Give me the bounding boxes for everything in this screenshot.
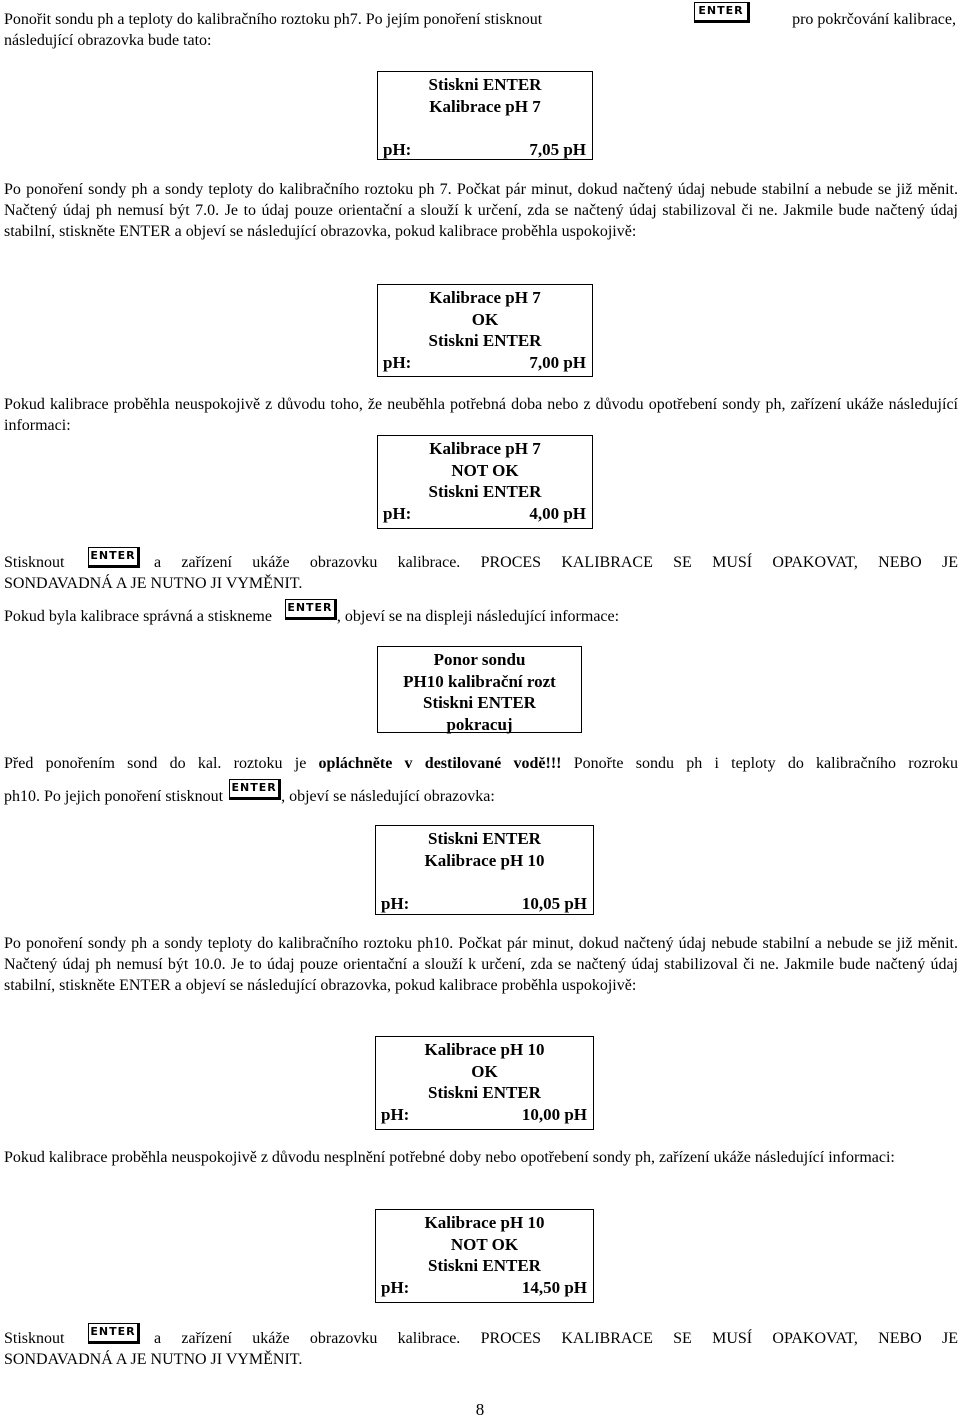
screen-line: Stiskni ENTER [428,482,542,501]
rinse-instruction-line-1 [4,753,958,774]
intro-line-1-left: Ponořit sondu ph a teploty do kalibračního roztoku ph7. Po jejím ponoření stisknout [4,11,543,28]
ph-label: pH: [383,503,412,523]
correct-calibration-line [4,601,620,627]
ph-label: pH: [383,139,412,159]
display-screen-immerse-ph10 [377,646,582,733]
enter-key-icon: ENTER [88,1323,140,1344]
ph-readout [378,503,592,525]
ph10-immerse-text: ph10. Po jejich ponoření stisknout [4,788,224,805]
ph-value: 7,00 pH [529,352,586,372]
ph-value: 14,50 pH [521,1277,587,1297]
display-info-text: , objeví se na displeji následující informace: [336,608,620,625]
screen-line: Kalibrace pH 10 [424,1213,545,1232]
intro-line-1-right: pro pokrčování kalibrace, [792,11,956,28]
enter-key-icon: ENTER [285,599,337,620]
display-screen-ph10-not-ok [375,1209,594,1303]
screen-line: Kalibrace pH 7 [429,96,541,116]
screen-line: Stiskni ENTER [428,331,542,350]
enter-key-icon: ENTER [88,547,140,568]
screen-line: NOT OK [450,1234,519,1254]
display-screen-ph7-ok [377,284,593,377]
correct-calibration-text: Pokud byla kalibrace správná a stiskneme [4,608,272,625]
repeat-warning-line-2-ph10: SONDAVADNÁ A JE NUTNO JI VYMĚNIT. [4,1351,303,1368]
paragraph-ph7-instructions: Po ponoření sondy ph a sondy teploty do kalibračního roztoku ph 7. Počkat pár minut, dokud načtený údaj nebude stabilní a nebude se již měnit. Načtený údaj ph nemusí být 7.0. Je to údaj pouze orientační a slouží k určení, zda se načtený údaj stabilizoval či ne. Jakmile bude načtený údaj stabilní, stiskněte ENTER a objeví se následující obrazovka, pokud kalibrace proběhla uspokojivě: [4,181,958,240]
rinse-instruction-line-2 [4,781,495,807]
enter-key-icon: ENTER [694,2,750,23]
repeat-warning-line-1 [4,549,958,573]
page-number: 8 [475,1400,485,1419]
ph-value: 10,00 pH [521,1104,587,1124]
enter-key-icon: ENTER [229,779,281,800]
screen-line: Kalibrace pH 10 [424,850,545,870]
ph-readout [378,139,592,161]
rinse-text-c: Ponořte sondu ph i teploty do kalibračního rozroku [561,755,959,772]
paragraph-ph10-failure: Pokud kalibrace proběhla neuspokojivě z důvodu nesplnění potřebné doby nebo opotřebení sondy ph, zařízení ukáže následující informaci: [4,1149,895,1166]
ph-value: 4,00 pH [529,503,586,523]
ph-label: pH: [381,1277,410,1297]
repeat-warning-line-2: SONDAVADNÁ A JE NUTNO JI VYMĚNIT. [4,575,303,592]
paragraph-ph7-failure: Pokud kalibrace proběhla neuspokojivě z důvodu toho, že neuběhla potřebná doba nebo z důvodu opotřebení sondy ph, zařízení ukáže následující informaci: [4,396,958,434]
screen-line: Kalibrace pH 7 [429,288,541,307]
ph-value: 10,05 pH [521,893,587,913]
display-screen-calibration-ph10 [375,825,594,915]
screen-line: Kalibrace pH 10 [424,1040,545,1059]
screen-line: Stiskni ENTER [428,1083,541,1102]
intro-line-2: následující obrazovka bude tato: [4,32,212,49]
ph-readout [376,1277,593,1299]
rinse-text-a: Před ponořením sond do kal. roztoku je [4,755,319,772]
screen-line: PH10 kalibrační rozt [403,671,556,691]
display-screen-calibration-ph7 [377,71,593,160]
display-screen-ph7-not-ok [377,435,593,529]
stisknout-text: Stisknout [4,1330,65,1347]
screen-line: OK [471,1061,498,1081]
ph-label: pH: [383,352,412,372]
stisknout-text: Stisknout [4,554,65,571]
screen-line: NOT OK [451,460,519,480]
next-screen-text: , objeví se následující obrazovka: [281,788,495,805]
repeat-warning-text: a zařízení ukáže obrazovku kalibrace. PROCES KALIBRACE SE MUSÍ OPAKOVAT, NEBO JE [154,554,958,571]
screen-line: Stiskni ENTER [428,75,542,94]
screen-line: OK [471,309,499,329]
ph-label: pH: [381,893,410,913]
ph-value: 7,05 pH [529,139,586,159]
ph-readout [376,893,593,915]
ph-readout [378,352,592,374]
screen-line: Stiskni ENTER [428,1256,541,1275]
screen-line: Stiskni ENTER [428,829,541,848]
ph-label: pH: [381,1104,410,1124]
display-screen-ph10-ok [375,1036,594,1130]
screen-line: Stiskni ENTER [423,693,536,712]
repeat-warning-line-1-ph10 [4,1325,958,1349]
screen-line: Ponor sondu [433,650,526,669]
rinse-text-bold: opláchněte v destilované vodě!!! [318,755,562,772]
screen-line: pokracuj [446,714,513,734]
ph-readout [376,1104,593,1126]
paragraph-ph10-instructions: Po ponoření sondy ph a sondy teploty do kalibračního roztoku ph10. Počkat pár minut, dokud načtený údaj nebude stabilní a nebude se již měnit. Načtený údaj ph nemusí být 10.0. Je to údaj pouze orientační a slouží k určení, zda se načtený údaj stabilizoval či ne. Jakmile bude načtený údaj stabilní, stiskněte ENTER a objeví se následující obrazovka, pokud kalibrace proběhla uspokojivě: [4,935,958,994]
repeat-warning-text: a zařízení ukáže obrazovku kalibrace. PROCES KALIBRACE SE MUSÍ OPAKOVAT, NEBO JE [154,1330,958,1347]
screen-line: Kalibrace pH 7 [429,439,541,458]
